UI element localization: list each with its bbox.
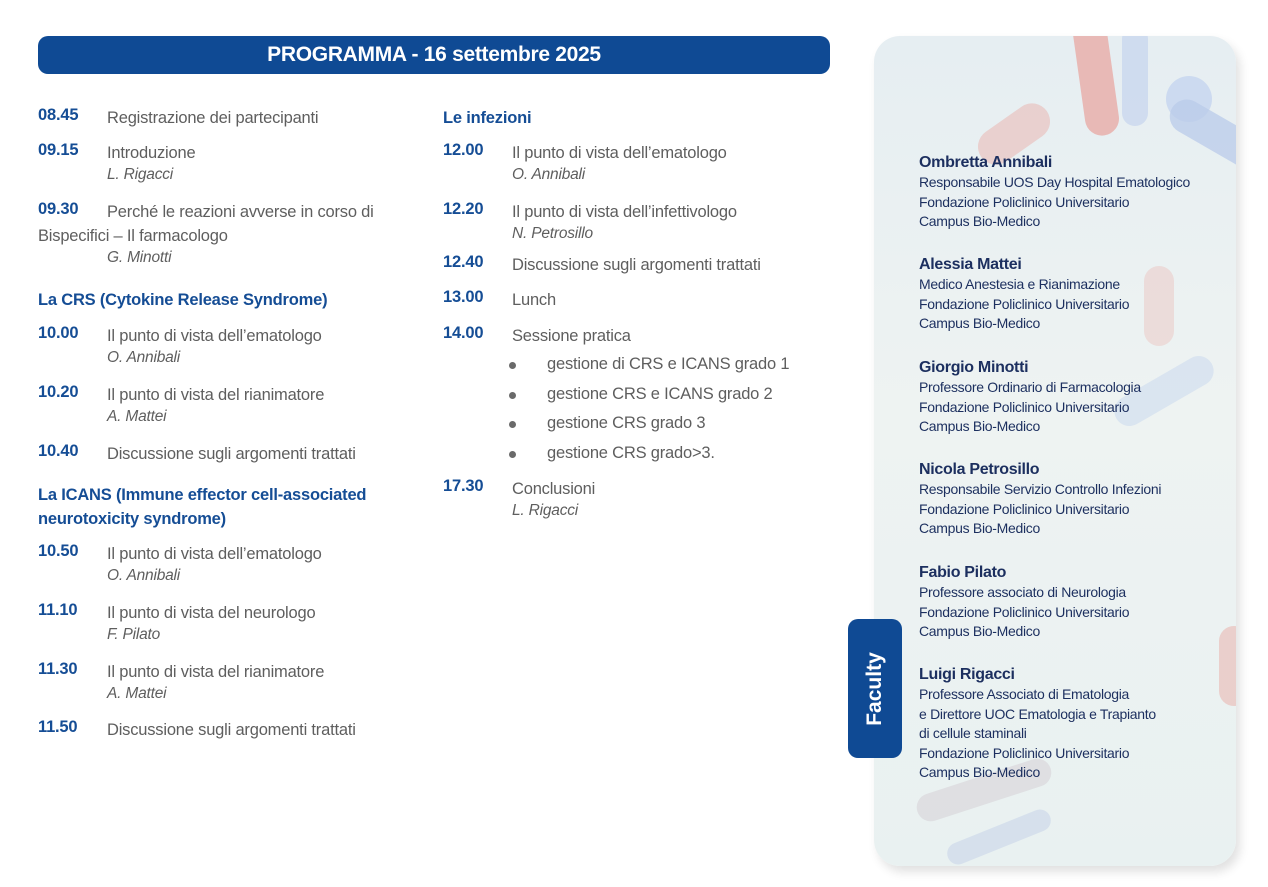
faculty-institution: Campus Bio-Medico	[919, 418, 1040, 434]
program-entry	[38, 141, 418, 185]
program-entry	[443, 200, 823, 244]
faculty-member	[919, 254, 1219, 334]
faculty-institution: Campus Bio-Medico	[919, 520, 1040, 536]
entry-time: 09.15	[38, 141, 79, 159]
entry-speaker: F. Pilato	[107, 626, 161, 643]
entry-time: 12.00	[443, 141, 484, 159]
decorative-antibody-image	[1071, 36, 1121, 138]
program-entry	[38, 542, 418, 586]
entry-time: 17.30	[443, 477, 484, 495]
program-entry	[38, 383, 418, 427]
entry-time: 13.00	[443, 288, 484, 306]
faculty-name: Nicola Petrosillo	[919, 461, 1040, 478]
entry-time: 12.20	[443, 200, 484, 218]
faculty-institution: Fondazione Policlinico Universitario	[919, 295, 1130, 312]
faculty-institution: Fondazione Policlinico Universitario	[919, 398, 1130, 415]
program-header-banner	[38, 36, 830, 74]
entry-title: Conclusioni	[512, 480, 596, 498]
entry-time: 08.45	[38, 106, 79, 124]
faculty-role: Responsabile UOS Day Hospital Ematologico	[919, 174, 1190, 190]
program-entry	[38, 660, 418, 704]
faculty-member	[919, 562, 1219, 642]
faculty-member	[919, 664, 1219, 783]
faculty-role: Professore associato di Neurologia	[919, 584, 1126, 600]
entry-title: Sessione pratica	[512, 327, 631, 345]
practical-session-list	[503, 352, 789, 470]
entry-speaker: A. Mattei	[107, 408, 167, 425]
entry-title: Il punto di vista dell’infettivologo	[512, 203, 737, 221]
faculty-name: Giorgio Minotti	[919, 359, 1029, 376]
entry-speaker: O. Annibali	[107, 567, 181, 584]
list-item: gestione CRS grado>3.	[503, 441, 789, 471]
entry-title: Il punto di vista del rianimatore	[107, 386, 325, 404]
faculty-institution: Fondazione Policlinico Universitario	[919, 193, 1130, 210]
section-heading-infezioni: Le infezioni	[443, 109, 532, 127]
faculty-name: Ombretta Annibali	[919, 154, 1052, 171]
list-item: gestione CRS grado 3	[503, 411, 789, 441]
entry-time: 10.50	[38, 542, 79, 560]
list-item: gestione CRS e ICANS grado 2	[503, 382, 789, 412]
program-entry	[443, 288, 823, 312]
faculty-role: Responsabile Servizio Controllo Infezioni	[919, 481, 1162, 497]
bullet-icon	[509, 421, 516, 428]
bullet-icon	[509, 392, 516, 399]
entry-time: 10.40	[38, 442, 79, 460]
entry-speaker: A. Mattei	[107, 685, 167, 702]
program-entry	[38, 200, 398, 268]
program-entry	[38, 601, 418, 645]
faculty-role: e Direttore UOC Ematologia e Trapianto	[919, 705, 1156, 722]
entry-time: 11.30	[38, 660, 78, 678]
entry-speaker: O. Annibali	[107, 349, 181, 366]
entry-title: Perché le reazioni avverse in corso di Bispecifici – Il farmacologo	[38, 203, 374, 245]
faculty-name: Luigi Rigacci	[919, 666, 1015, 683]
entry-title: Registrazione dei partecipanti	[107, 109, 319, 127]
entry-speaker: N. Petrosillo	[512, 225, 593, 242]
faculty-institution: Campus Bio-Medico	[919, 213, 1040, 229]
entry-title: Il punto di vista dell’ematologo	[107, 327, 322, 345]
faculty-name: Fabio Pilato	[919, 564, 1007, 581]
entry-title: Introduzione	[107, 144, 196, 162]
faculty-institution: Fondazione Policlinico Universitario	[919, 744, 1130, 761]
decorative-antibody-image	[944, 806, 1054, 866]
faculty-institution: Fondazione Policlinico Universitario	[919, 500, 1130, 517]
faculty-member	[919, 152, 1219, 232]
faculty-role: di cellule staminali	[919, 725, 1027, 741]
faculty-role: Professore Associato di Ematologia	[919, 686, 1130, 702]
faculty-tab-label: Faculty	[863, 651, 886, 726]
entry-title: Discussione sugli argomenti trattati	[512, 256, 761, 274]
program-entry	[443, 253, 823, 277]
decorative-antibody-image	[1219, 626, 1236, 706]
bullet-icon	[509, 451, 516, 458]
list-item: gestione di CRS e ICANS grado 1	[503, 352, 789, 382]
program-entry	[38, 442, 418, 466]
entry-title: Il punto di vista del rianimatore	[107, 663, 325, 681]
faculty-institution: Campus Bio-Medico	[919, 315, 1040, 331]
faculty-tab	[848, 619, 902, 758]
entry-time: 11.10	[38, 601, 78, 619]
program-entry	[38, 324, 418, 368]
entry-time: 11.50	[38, 718, 78, 736]
entry-title: Lunch	[512, 291, 556, 309]
program-entry	[38, 718, 418, 742]
entry-title: Discussione sugli argomenti trattati	[107, 445, 356, 463]
entry-time: 12.40	[443, 253, 484, 271]
faculty-role: Medico Anestesia e Rianimazione	[919, 276, 1120, 292]
entry-title: Il punto di vista dell’ematologo	[512, 144, 727, 162]
entry-title: Il punto di vista del neurologo	[107, 604, 316, 622]
faculty-institution: Campus Bio-Medico	[919, 623, 1040, 639]
program-entry	[443, 477, 823, 521]
program-title: PROGRAMMA - 16 settembre 2025	[267, 43, 601, 66]
entry-speaker: L. Rigacci	[107, 166, 174, 183]
section-heading-crs: La CRS (Cytokine Release Syndrome)	[38, 291, 328, 309]
bullet-icon	[509, 362, 516, 369]
entry-speaker: O. Annibali	[512, 166, 586, 183]
faculty-member	[919, 459, 1219, 539]
entry-title: Il punto di vista dell’ematologo	[107, 545, 322, 563]
entry-title: Discussione sugli argomenti trattati	[107, 721, 356, 739]
entry-time: 10.00	[38, 324, 79, 342]
faculty-institution: Fondazione Policlinico Universitario	[919, 603, 1130, 620]
faculty-role: Professore Ordinario di Farmacologia	[919, 379, 1141, 395]
decorative-antibody-image	[1122, 36, 1148, 126]
faculty-name: Alessia Mattei	[919, 256, 1022, 273]
program-entry	[443, 324, 823, 348]
faculty-institution: Campus Bio-Medico	[919, 764, 1040, 780]
section-heading-icans: La ICANS (Immune effector cell-associated neurotoxicity syndrome)	[38, 486, 367, 528]
faculty-member	[919, 357, 1219, 437]
entry-speaker: G. Minotti	[107, 249, 172, 266]
entry-time: 09.30	[38, 200, 79, 218]
entry-speaker: L. Rigacci	[512, 502, 579, 519]
program-entry	[38, 106, 418, 130]
entry-time: 14.00	[443, 324, 484, 342]
entry-time: 10.20	[38, 383, 79, 401]
program-entry	[443, 141, 823, 185]
